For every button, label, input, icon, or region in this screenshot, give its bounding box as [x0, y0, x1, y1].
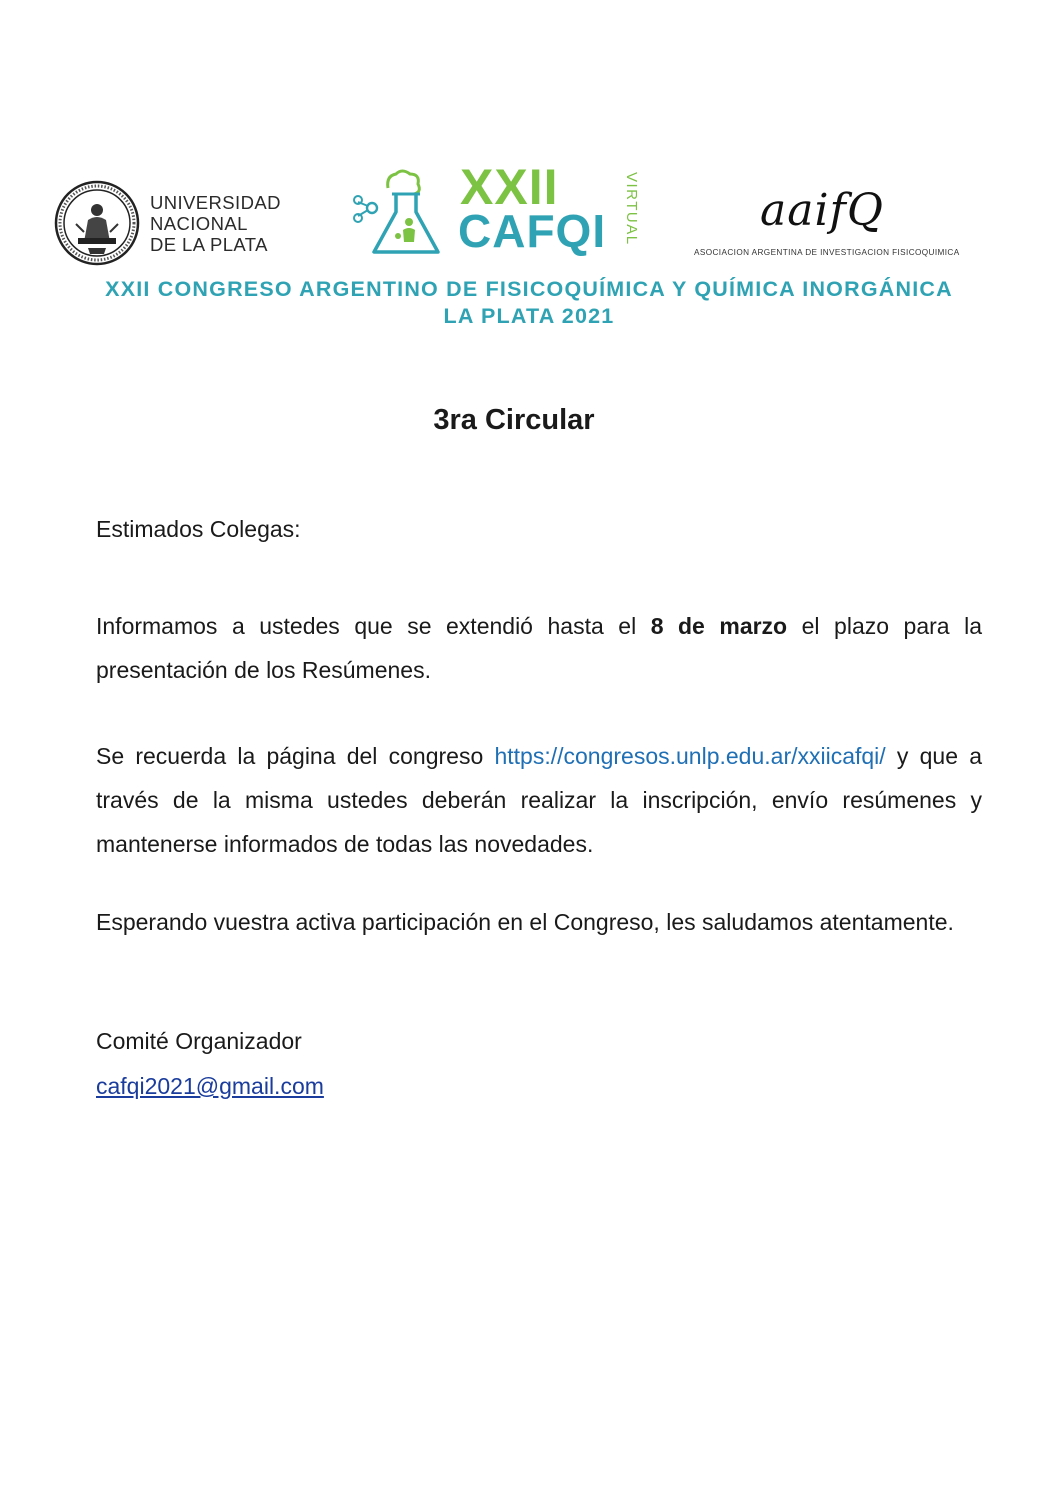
congress-subtitle: LA PLATA 2021	[443, 304, 615, 328]
deadline-date: 8 de marzo	[650, 613, 788, 639]
paragraph-deadline	[96, 604, 982, 692]
aaifq-wordmark: aaifQ	[760, 185, 884, 236]
deadline-text-after: el plazo para la presentación de los Resúmenes.	[96, 613, 983, 683]
website-text-before: Se recuerda la página del congreso	[96, 743, 495, 769]
cafqi-number: XXII	[460, 159, 559, 215]
salutation: Estimados Colegas:	[96, 516, 301, 542]
cafqi-name: CAFQI	[458, 205, 607, 257]
contact-email	[96, 1073, 982, 1100]
congress-website-link[interactable]: https://congresos.unlp.edu.ar/xxiicafqi/	[494, 743, 886, 769]
unlp-line: DE LA PLATA	[150, 234, 268, 255]
website-text-after: y que a través de la misma ustedes deberán realizar la inscripción, envío resúmenes y mantenerse informados de todas las novedades.	[96, 743, 982, 857]
unlp-wordmark	[150, 192, 281, 255]
contact-email-link[interactable]: cafqi2021@gmail.com	[96, 1073, 324, 1099]
deadline-text-before: Informamos a ustedes que se extendió hasta el	[96, 613, 651, 639]
flask-icon	[352, 166, 452, 258]
unlp-seal-icon	[54, 180, 140, 266]
paragraph-closing: Esperando vuestra activa participación en el Congreso, les saludamos atentamente.	[96, 909, 954, 935]
unlp-line: UNIVERSIDAD	[150, 192, 281, 213]
circular-title: 3ra Circular	[433, 404, 595, 436]
congress-title: XXII CONGRESO ARGENTINO DE FISICOQUÍMICA Y QUÍMICA INORGÁNICA	[105, 277, 953, 301]
signature: Comité Organizador	[96, 1028, 302, 1054]
unlp-logo	[54, 180, 294, 266]
cafqi-logo	[352, 159, 652, 262]
unlp-line: NACIONAL	[150, 213, 248, 234]
paragraph-website	[96, 734, 982, 866]
cafqi-virtual-label	[620, 172, 642, 252]
cafqi-virtual-text: VIRTUAL	[623, 172, 640, 246]
aaifq-subtitle: ASOCIACION ARGENTINA DE INVESTIGACION FISICOQUIMICA	[694, 248, 960, 257]
aaifq-logo	[690, 186, 960, 266]
